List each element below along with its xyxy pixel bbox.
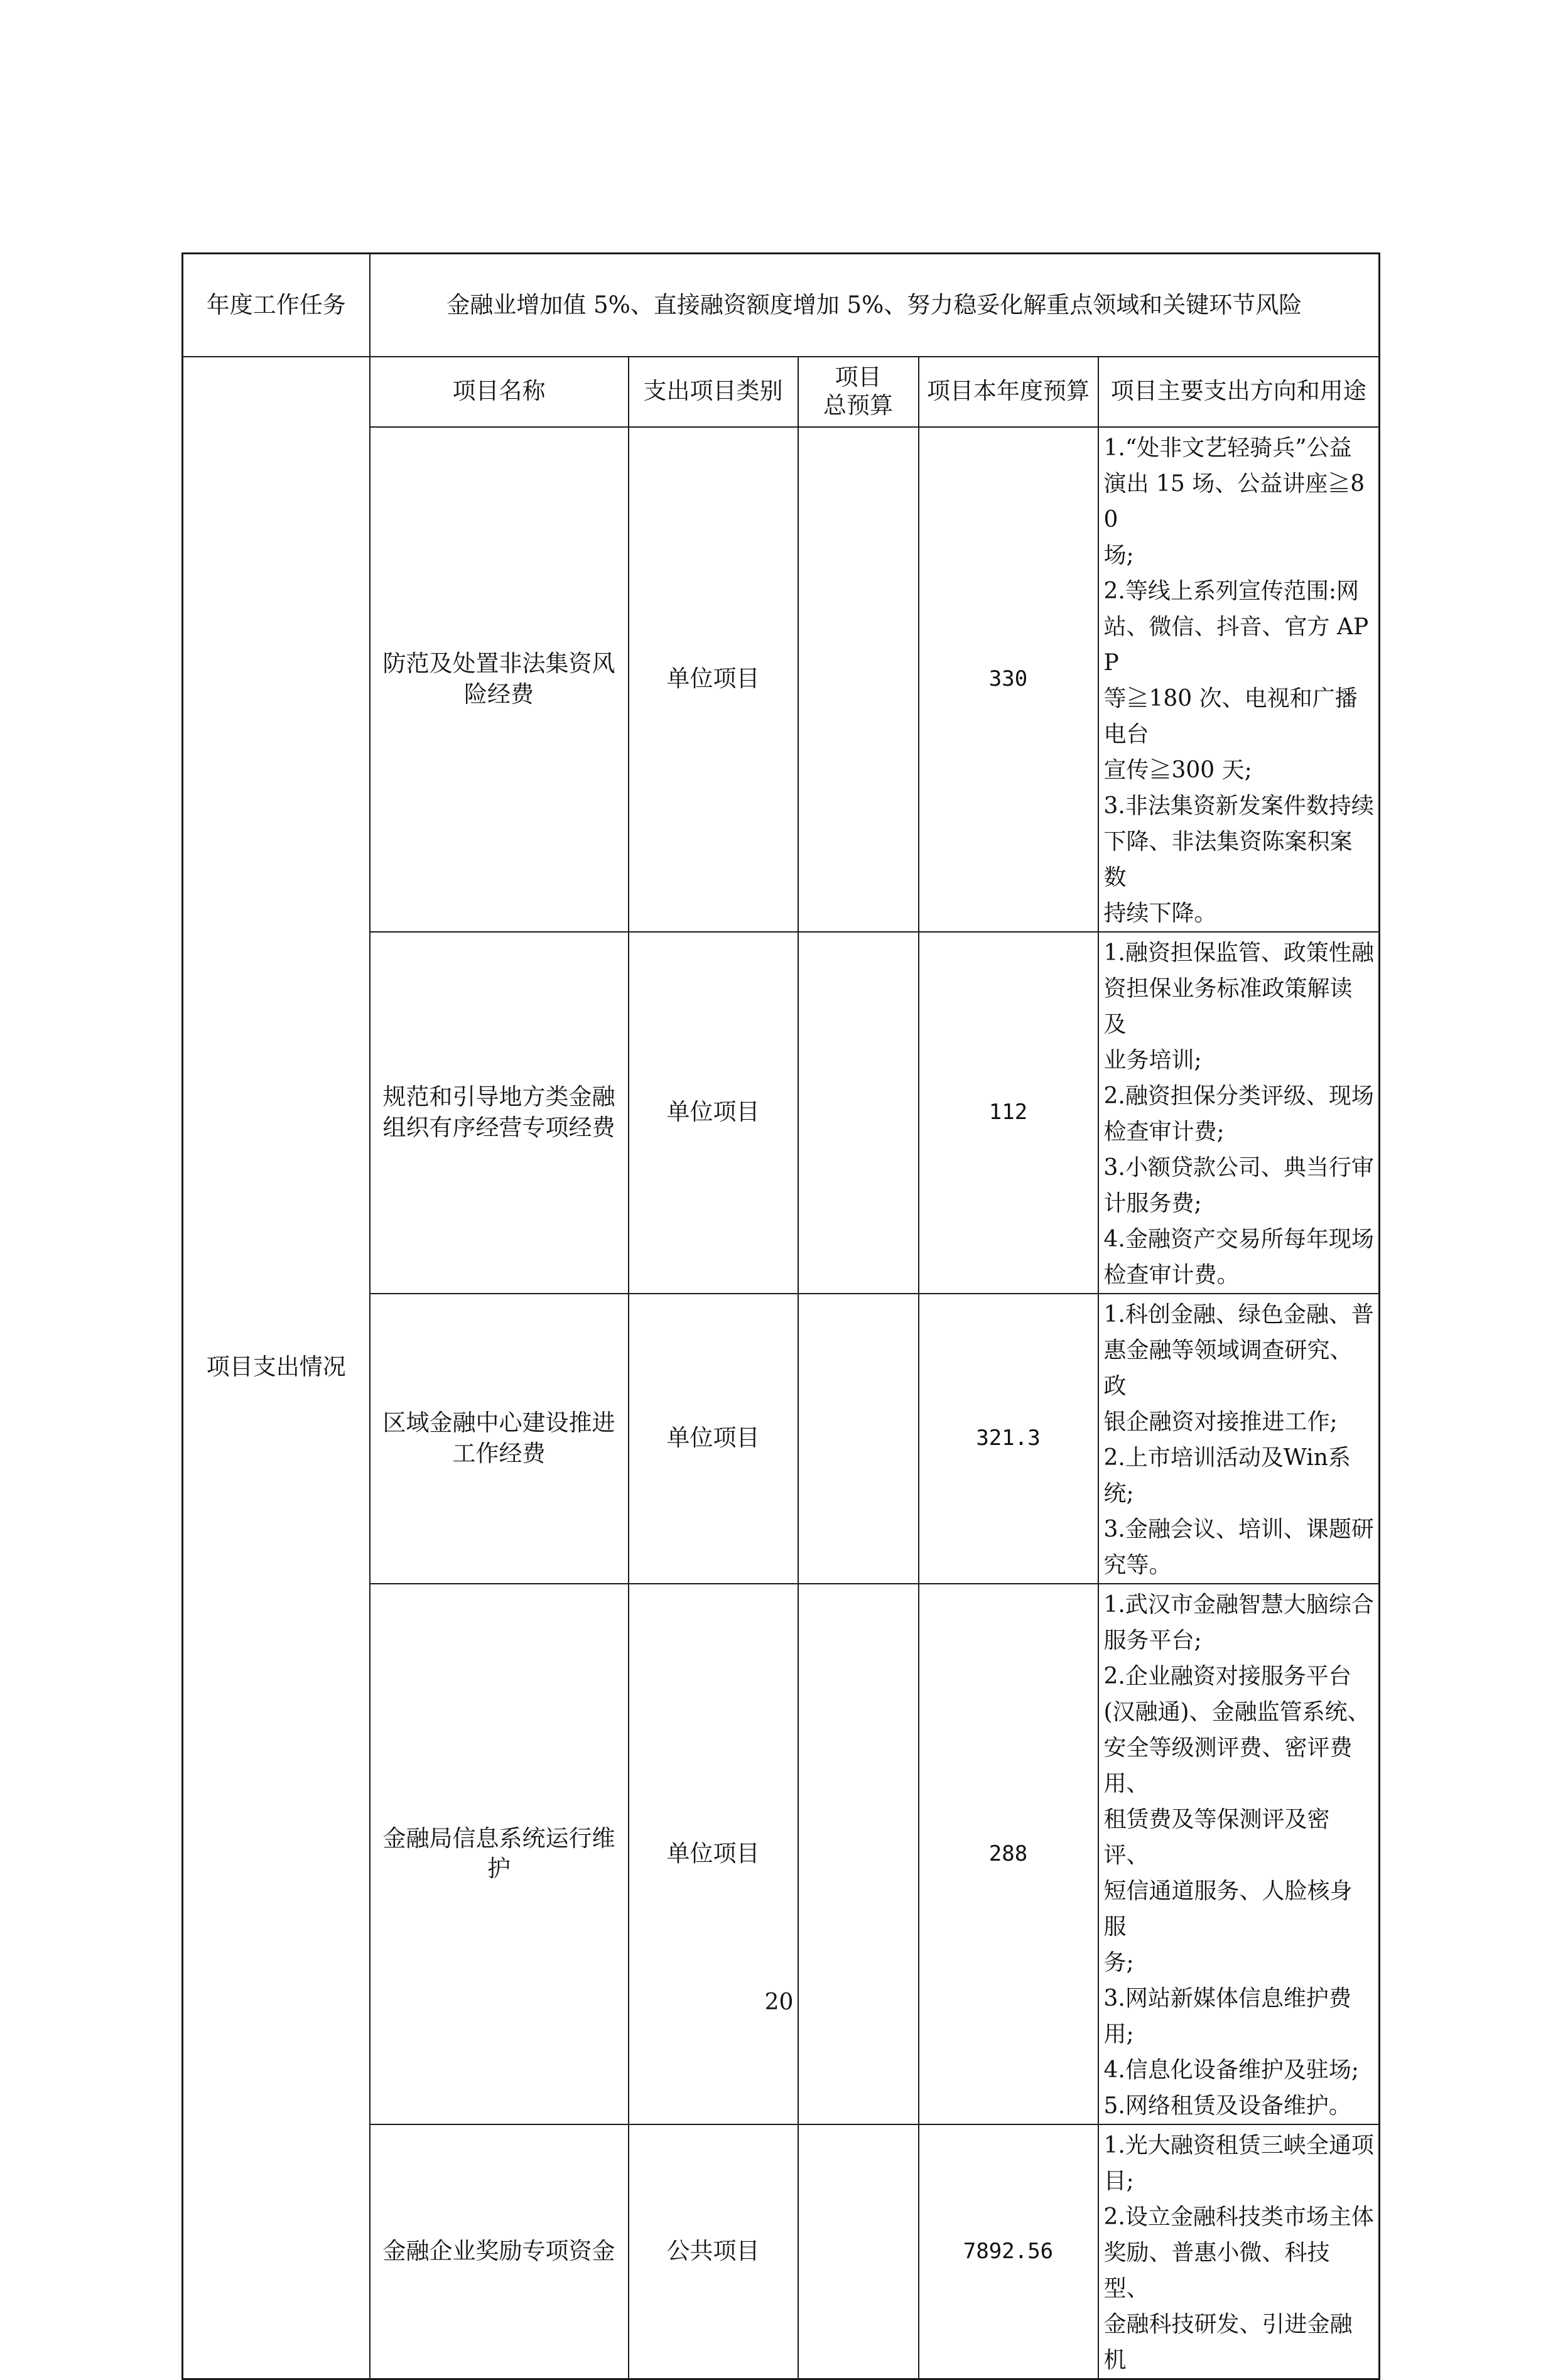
header-project-name: 项目名称 [370, 357, 629, 427]
purpose-line: 4.金融资产交易所每年现场 [1103, 1226, 1374, 1252]
project-category: 公共项目 [629, 2124, 798, 2379]
purpose-line: 3.金融会议、培训、课题研 [1103, 1516, 1374, 1542]
project-category: 单位项目 [629, 1294, 798, 1584]
purpose-line: 用; [1103, 2021, 1134, 2047]
project-purpose [1098, 1294, 1380, 1584]
header-purpose: 项目主要支出方向和用途 [1098, 357, 1380, 427]
project-purpose [1098, 427, 1380, 932]
annual-task-label: 年度工作任务 [183, 254, 370, 357]
purpose-line: 持续下降。 [1103, 900, 1217, 926]
purpose-line: 站、微信、抖音、官方 APP [1103, 614, 1369, 676]
project-annual-budget: 321.3 [919, 1294, 1098, 1584]
purpose-line: 下降、非法集资陈案积案数 [1103, 828, 1353, 890]
purpose-line: 3.网站新媒体信息维护费 [1103, 1985, 1351, 2011]
purpose-line: 演出 15 场、公益讲座≧80 [1103, 470, 1365, 533]
project-total-budget [798, 932, 919, 1294]
project-category: 单位项目 [629, 1584, 798, 2124]
purpose-line: 目; [1103, 2168, 1134, 2194]
purpose-line: 1.融资担保监管、政策性融 [1103, 939, 1374, 966]
purpose-line: 业务培训; [1103, 1047, 1202, 1073]
purpose-line: 惠金融等领域调查研究、政 [1103, 1337, 1353, 1399]
purpose-line: 5.网络租赁及设备维护。 [1103, 2092, 1351, 2119]
purpose-line: 务; [1103, 1949, 1134, 1976]
header-total-budget-line1: 项目 [835, 364, 882, 391]
project-purpose [1098, 932, 1380, 1294]
header-annual-budget: 项目本年度预算 [919, 357, 1098, 427]
project-annual-budget: 112 [919, 932, 1098, 1294]
purpose-line: 2.设立金融科技类市场主体 [1103, 2204, 1374, 2230]
project-name: 区域金融中心建设推进工作经费 [370, 1294, 629, 1584]
project-total-budget [798, 427, 919, 932]
purpose-line: 3.非法集资新发案件数持续 [1103, 792, 1374, 819]
purpose-line: 3.小额贷款公司、典当行审 [1103, 1154, 1374, 1181]
purpose-line: 1.“处非文艺轻骑兵”公益 [1103, 435, 1352, 461]
page-number: 20 [764, 1989, 794, 2015]
purpose-line: 金融科技研发、引进金融机 [1103, 2311, 1353, 2373]
project-total-budget [798, 1584, 919, 2124]
purpose-line: 究等。 [1103, 1552, 1172, 1578]
purpose-line: 计服务费; [1103, 1190, 1202, 1216]
project-name: 金融局信息系统运行维护 [370, 1584, 629, 2124]
header-category: 支出项目类别 [629, 357, 798, 427]
purpose-line: (汉融通)、金融监管系统、 [1103, 1699, 1370, 1725]
purpose-line: 安全等级测评费、密评费用、 [1103, 1734, 1353, 1797]
purpose-line: 短信通道服务、人脸核身服 [1103, 1878, 1353, 1940]
purpose-line: 1.光大融资租赁三峡全通项 [1103, 2132, 1374, 2158]
project-purpose [1098, 2124, 1380, 2379]
project-category: 单位项目 [629, 932, 798, 1294]
project-purpose [1098, 1584, 1380, 2124]
header-total-budget [798, 357, 919, 427]
purpose-line: 检查审计费。 [1103, 1262, 1240, 1288]
project-total-budget [798, 1294, 919, 1584]
purpose-line: 1.科创金融、绿色金融、普 [1103, 1301, 1374, 1328]
purpose-line: 2.融资担保分类评级、现场 [1103, 1083, 1374, 1109]
project-name: 金融企业奖励专项资金 [370, 2124, 629, 2379]
purpose-line: 租赁费及等保测评及密评、 [1103, 1806, 1330, 1868]
purpose-line: 奖励、普惠小微、科技型、 [1103, 2239, 1330, 2302]
purpose-line: 资担保业务标准政策解读及 [1103, 975, 1353, 1037]
project-name: 防范及处置非法集资风险经费 [370, 427, 629, 932]
purpose-line: 2.等线上系列宣传范围:网 [1103, 578, 1359, 604]
project-name: 规范和引导地方类金融组织有序经营专项经费 [370, 932, 629, 1294]
purpose-line: 宣传≧300 天; [1103, 757, 1252, 783]
purpose-line: 检查审计费; [1103, 1118, 1225, 1145]
purpose-line: 银企融资对接推进工作; [1103, 1409, 1338, 1435]
purpose-line: 场; [1103, 542, 1134, 568]
annual-task-content: 金融业增加值 5%、直接融资额度增加 5%、努力稳妥化解重点领域和关键环节风险 [370, 254, 1380, 357]
project-expenditure-table [181, 252, 1380, 2380]
column-header-row [183, 357, 1380, 427]
project-annual-budget: 330 [919, 427, 1098, 932]
project-category: 单位项目 [629, 427, 798, 932]
purpose-line: 服务平台; [1103, 1627, 1202, 1653]
section-label: 项目支出情况 [183, 357, 370, 2379]
project-annual-budget: 7892.56 [919, 2124, 1098, 2379]
purpose-line: 2.上市培训活动及Win系统; [1103, 1444, 1351, 1506]
header-total-budget-line2: 总预算 [823, 391, 893, 419]
annual-task-row [183, 254, 1380, 357]
project-total-budget [798, 2124, 919, 2379]
purpose-line: 2.企业融资对接服务平台 [1103, 1663, 1351, 1689]
purpose-line: 等≧180 次、电视和广播电台 [1103, 685, 1358, 747]
purpose-line: 1.武汉市金融智慧大脑综合 [1103, 1591, 1374, 1618]
purpose-line: 4.信息化设备维护及驻场; [1103, 2057, 1359, 2083]
project-annual-budget: 288 [919, 1584, 1098, 2124]
